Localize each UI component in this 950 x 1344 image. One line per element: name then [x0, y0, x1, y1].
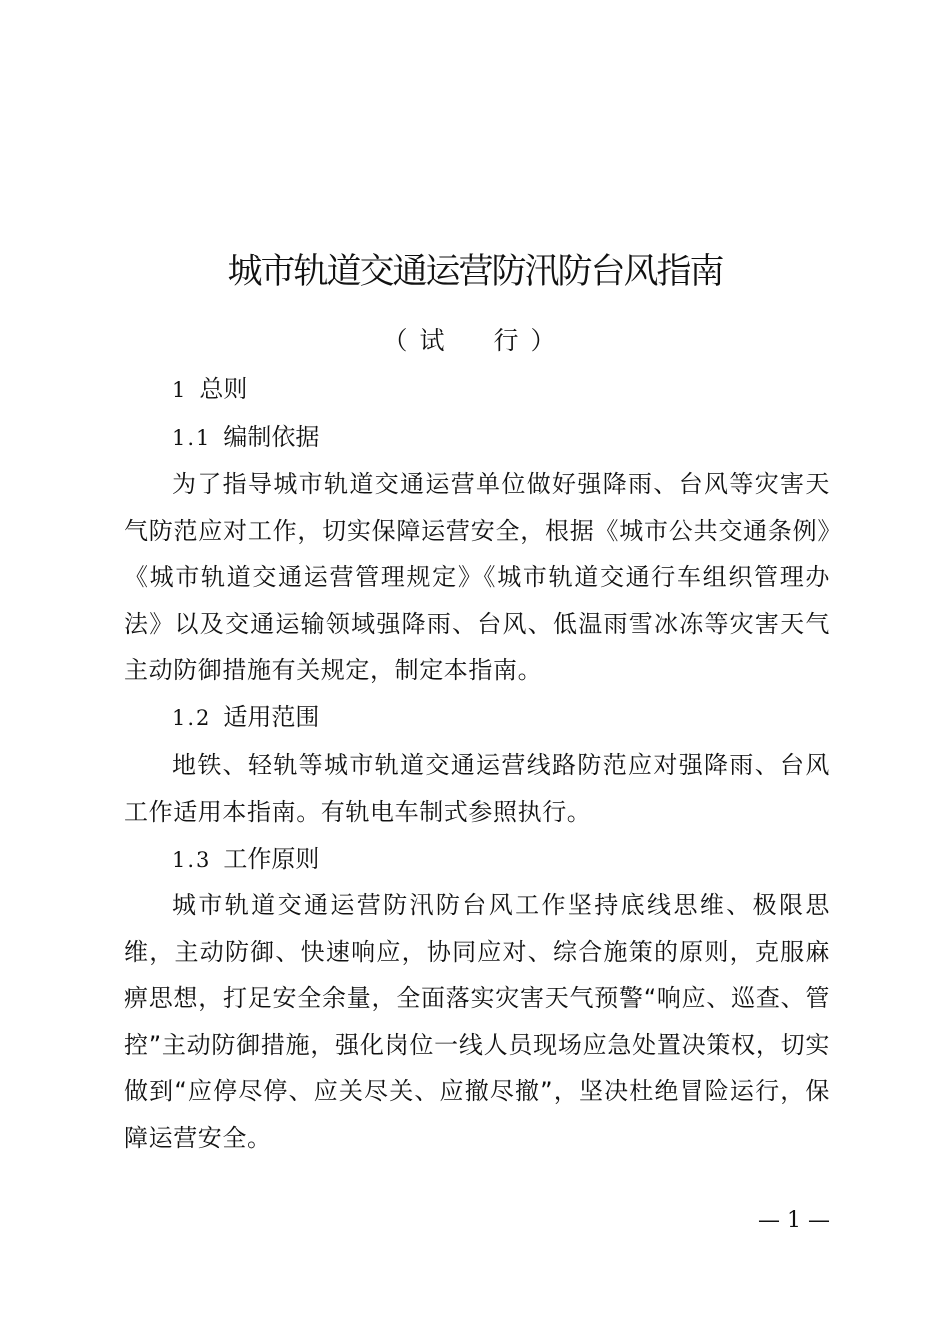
section-heading-general: [172, 372, 247, 407]
section-number: 1.2: [172, 706, 212, 730]
section-number: 1: [172, 378, 188, 402]
section-heading-text: 工作原则: [223, 845, 320, 873]
paragraph-scope: 地铁、轻轨等城市轨道交通运营线路防范应对强降雨、台风工作适用本指南。有轨电车制式参照执行。: [124, 751, 830, 826]
document-title: 城市轨道交通运营防汛防台风指南: [227, 252, 723, 292]
paragraph-principles: 城市轨道交通运营防汛防台风工作坚持底线思维、极限思维，主动防御、快速响应，协同应对、综合施策的原则，克服麻痹思想，打足安全余量，全面落实灾害天气预警“响应、巡查、管控”主动防御措施，强化岗位一线人员现场应急处置决策权，切实做到“应停尽停、应关尽关、应撤尽撤”，坚决杜绝冒险运行，保障运营安全。: [124, 891, 830, 1152]
section-number: 1.1: [172, 426, 212, 450]
page-number: — 1 —: [758, 1208, 830, 1233]
section-heading-basis: [172, 420, 319, 455]
section-heading-text: 编制依据: [223, 423, 320, 451]
document-subtitle: （试 行）: [382, 326, 568, 355]
paragraph-basis: 为了指导城市轨道交通运营单位做好强降雨、台风等灾害天气防范应对工作，切实保障运营安全，根据《城市公共交通条例》《城市轨道交通运营管理规定》《城市轨道交通行车组织管理办法》以及交通运输领域强降雨、台风、低温雨雪冰冻等灾害天气主动防御措施有关规定，制定本指南。: [124, 470, 830, 684]
section-number: 1.3: [172, 848, 212, 872]
section-heading-scope: [172, 700, 319, 735]
section-heading-principles: [172, 842, 319, 877]
section-heading-text: 总则: [199, 375, 248, 403]
section-heading-text: 适用范围: [223, 703, 320, 731]
